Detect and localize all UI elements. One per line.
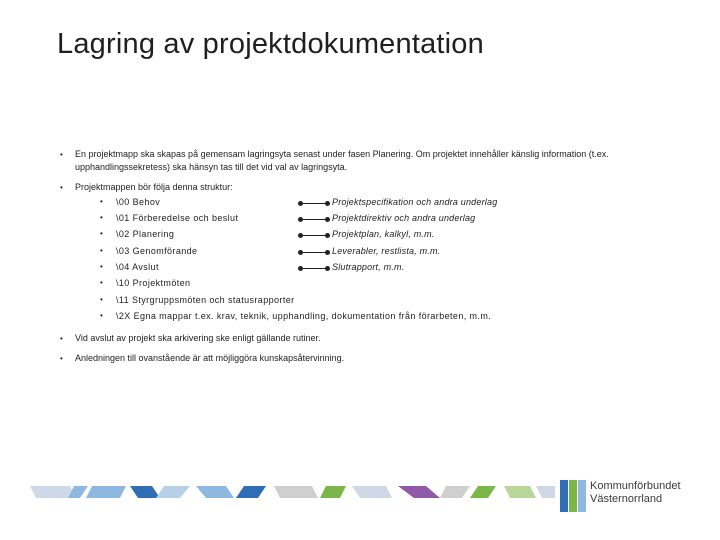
sub-bullet-dot: • [100, 295, 103, 304]
folder-label: \2X Egna mappar t.ex. krav, teknik, upphandling, dokumentation från förarbeten, m.m. [116, 311, 492, 321]
kommunforbundet-logo-icon [560, 478, 588, 514]
sub-bullet-dot: • [100, 197, 103, 206]
bullet-dot: • [60, 354, 63, 363]
bullet-text: En projektmapp ska skapas på gemensam lagringsyta senast under fasen Planering. Om projektet innehåller känslig information (t.ex. upphandlingssekretess) ska hänsyn tas till det vid val av lagringsyta. [75, 149, 609, 172]
folder-label: \04 Avslut [116, 262, 159, 272]
connector-line [300, 235, 328, 236]
bullet-reason [60, 352, 660, 365]
deco-shape [352, 486, 392, 498]
folder-11 [100, 295, 295, 305]
folder-label: \10 Projektmöten [116, 278, 191, 288]
sub-bullet-dot: • [100, 213, 103, 222]
folder-label: \11 Styrgruppsmöten och statusrapporter [116, 295, 295, 305]
folder-02 [100, 229, 174, 239]
footer-decoration [30, 486, 555, 498]
folder-desc: Slutrapport, m.m. [332, 262, 405, 272]
folder-01 [100, 213, 238, 223]
bullet-text: Projektmappen bör följa denna struktur: [75, 182, 233, 192]
connector-line [300, 252, 328, 253]
logo-line-1: Kommunförbundet [590, 480, 681, 492]
deco-shape [320, 486, 346, 498]
sub-bullet-dot: • [100, 246, 103, 255]
folder-desc: Projektplan, kalkyl, m.m. [332, 229, 435, 239]
folder-03 [100, 246, 197, 256]
deco-shape [130, 486, 160, 498]
deco-shape [504, 486, 536, 498]
sub-bullet-dot: • [100, 278, 103, 287]
folder-label: \01 Förberedelse och beslut [116, 213, 239, 223]
bullet-dot: • [60, 334, 63, 343]
folder-desc: Projektspecifikation och andra underlag [332, 197, 498, 207]
sub-bullet-dot: • [100, 311, 103, 320]
connector-line [300, 219, 328, 220]
deco-shape [470, 486, 496, 498]
bullet-archive [60, 332, 660, 345]
slide-title: Lagring av projektdokumentation [57, 28, 484, 60]
folder-label: \03 Genomförande [116, 246, 198, 256]
folder-10 [100, 278, 190, 288]
bullet-dot: • [60, 183, 63, 192]
connector-line [300, 268, 328, 269]
deco-shape [196, 486, 234, 498]
bullet-text: Anledningen till ovanstående är att möjliggöra kunskapsåtervinning. [75, 353, 345, 363]
bullet-structure [60, 181, 660, 194]
deco-shape [68, 486, 88, 498]
folder-desc: Projektdirektiv och andra underlag [332, 213, 476, 223]
bullet-dot: • [60, 150, 63, 159]
bullet-storage [60, 148, 660, 174]
folder-00 [100, 197, 160, 207]
folder-label: \02 Planering [116, 229, 175, 239]
folder-2x [100, 311, 491, 321]
logo-text [590, 480, 681, 506]
logo-line-2: Västernorrland [590, 493, 663, 505]
bullet-text: Vid avslut av projekt ska arkivering ske enligt gällande rutiner. [75, 333, 321, 343]
folder-desc: Leverabler, restlista, m.m. [332, 246, 441, 256]
deco-shape [86, 486, 126, 498]
folder-04 [100, 262, 159, 272]
sub-bullet-dot: • [100, 229, 103, 238]
deco-shape [274, 486, 318, 498]
deco-shape [440, 486, 470, 498]
deco-shape [536, 486, 555, 498]
deco-shape [156, 486, 190, 498]
sub-bullet-dot: • [100, 262, 103, 271]
deco-shape [398, 486, 440, 498]
connector-line [300, 203, 328, 204]
folder-label: \00 Behov [116, 197, 161, 207]
deco-shape [236, 486, 266, 498]
